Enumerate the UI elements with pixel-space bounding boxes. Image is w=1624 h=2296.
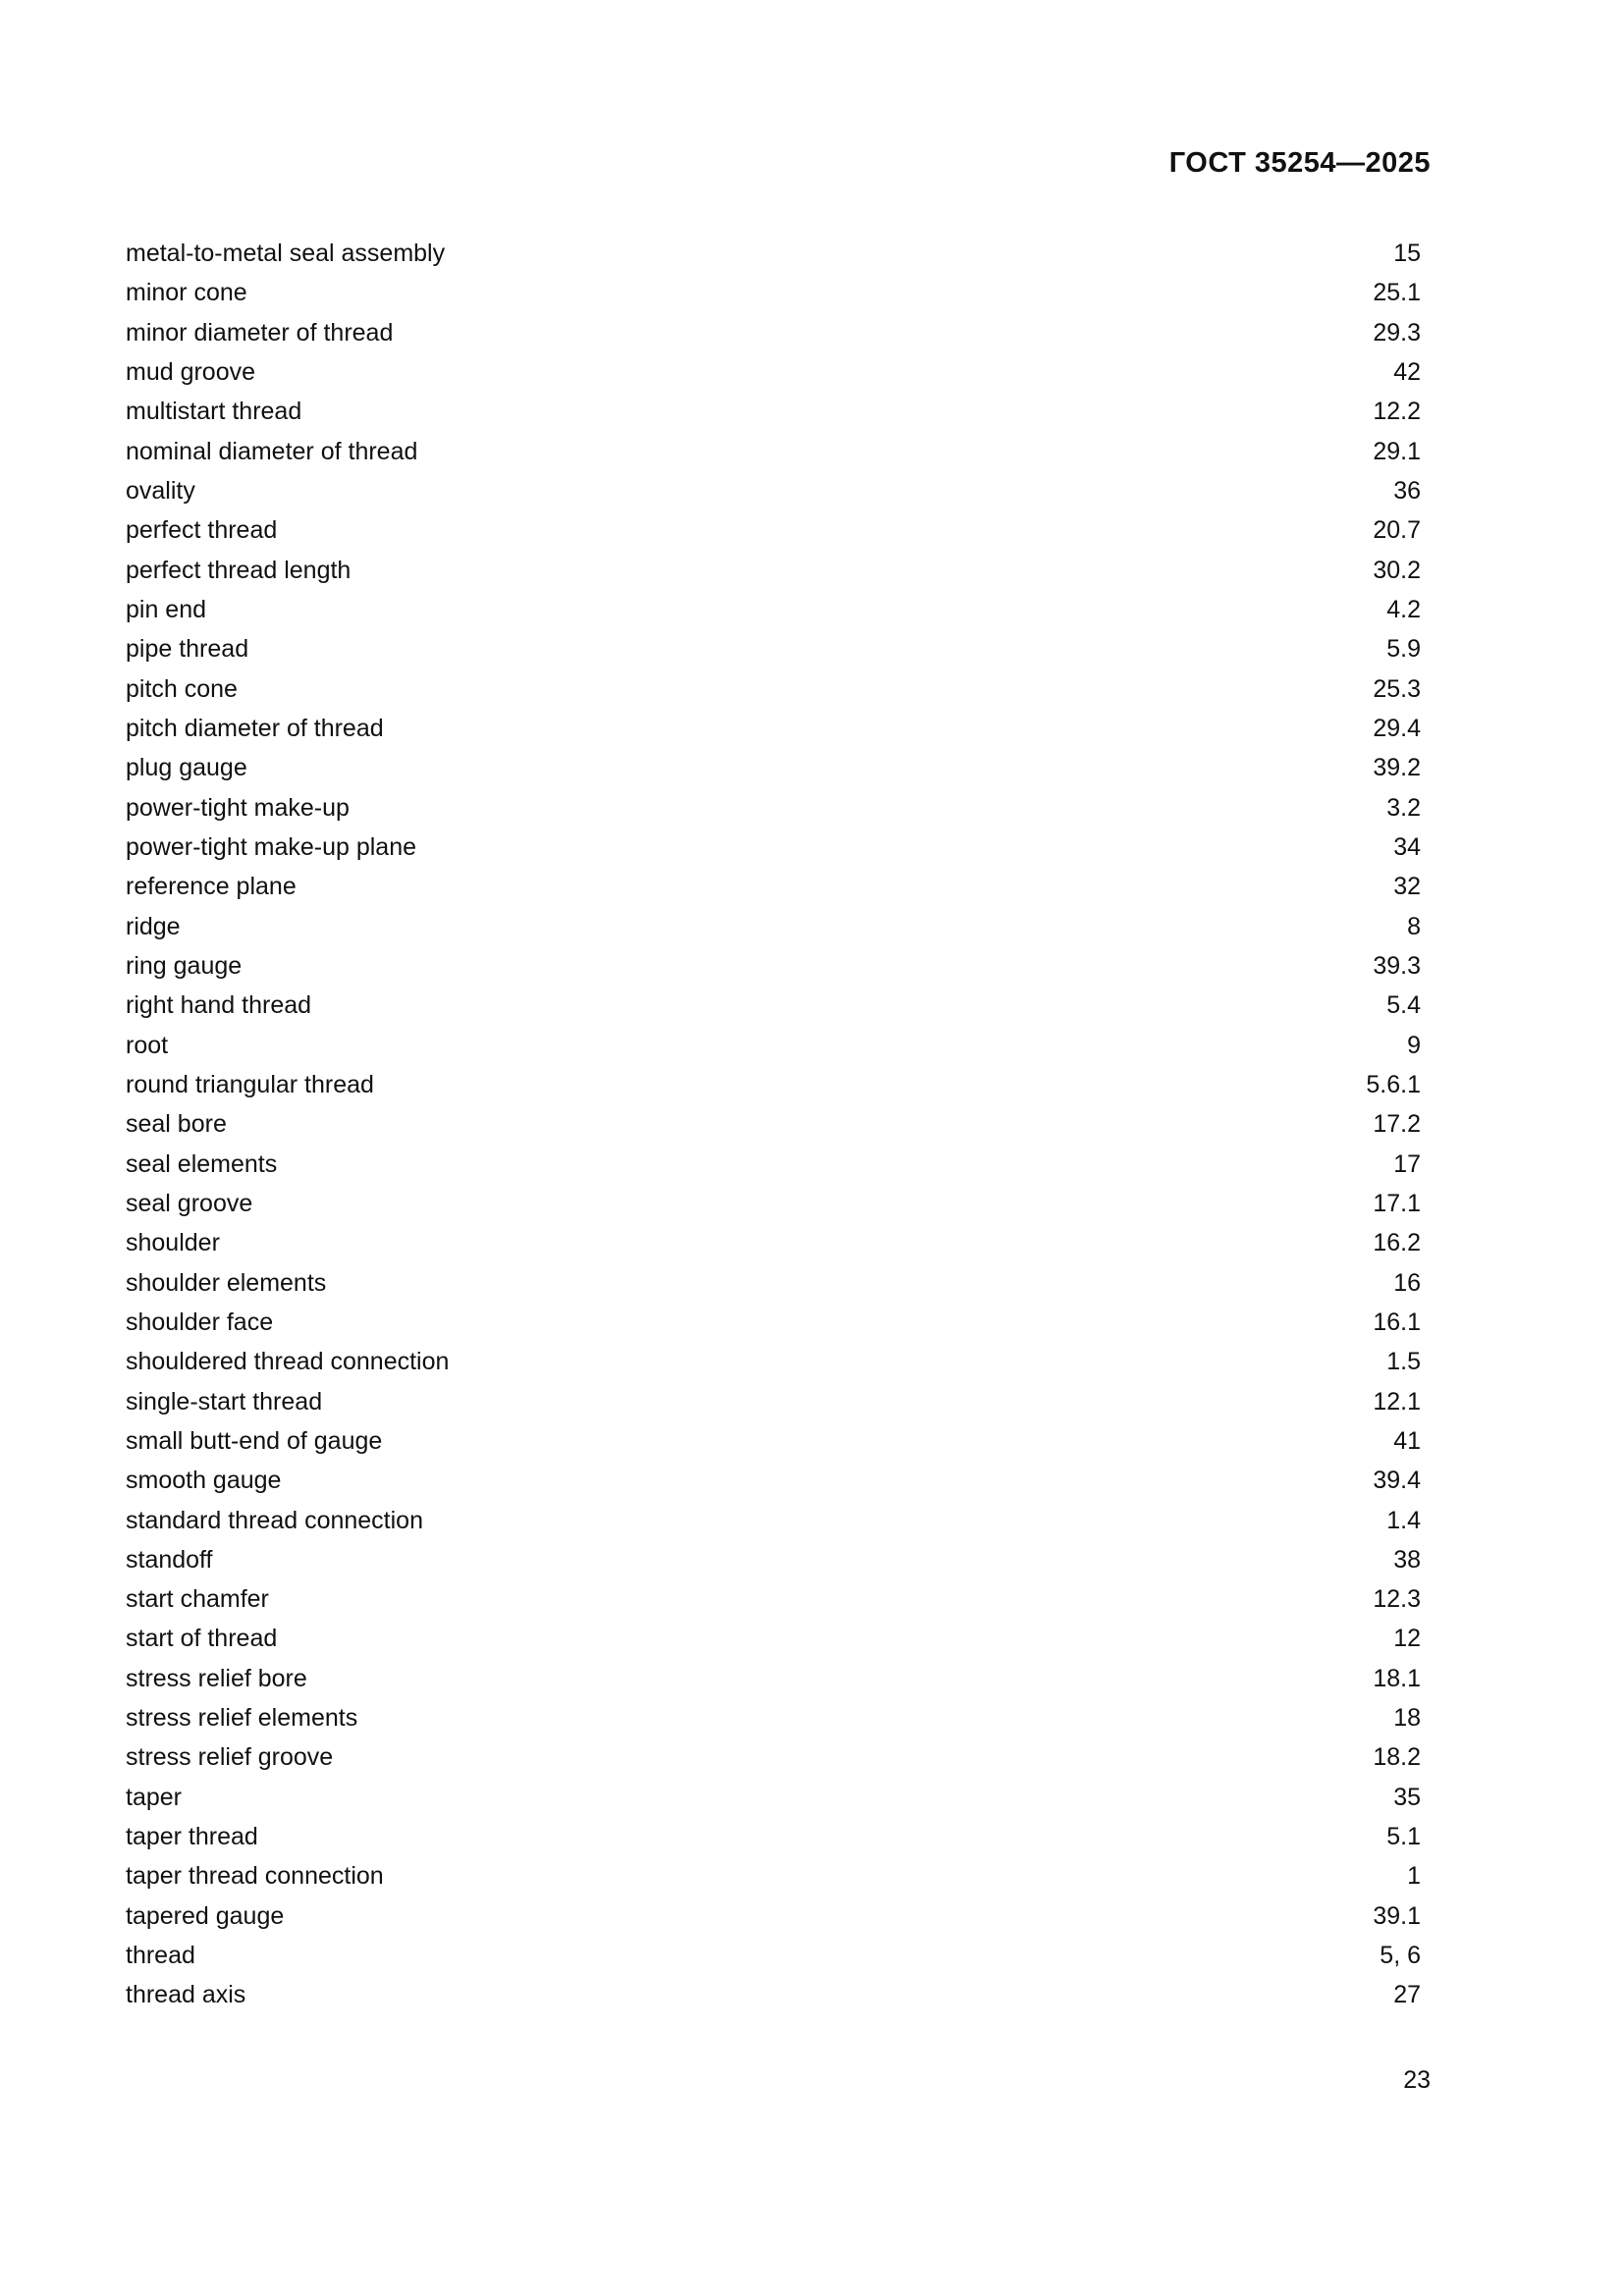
index-term: stress relief groove bbox=[126, 1743, 334, 1772]
index-term: shoulder elements bbox=[126, 1268, 327, 1297]
index-entry-row bbox=[126, 1856, 1421, 1896]
index-entry-row bbox=[126, 551, 1421, 590]
index-term: seal groove bbox=[126, 1189, 253, 1217]
index-ref-number: 34 bbox=[1393, 832, 1421, 861]
index-ref-number: 17 bbox=[1393, 1149, 1421, 1178]
index-ref-number: 18.1 bbox=[1373, 1664, 1421, 1692]
index-term: perfect thread length bbox=[126, 556, 352, 584]
index-entry-row bbox=[126, 510, 1421, 550]
index-ref-number: 20.7 bbox=[1373, 516, 1421, 545]
index-term: standard thread connection bbox=[126, 1506, 423, 1534]
index-ref-number: 12.3 bbox=[1373, 1585, 1421, 1614]
index-term: power-tight make-up plane bbox=[126, 832, 416, 861]
index-entry-row bbox=[126, 1501, 1421, 1540]
index-ref-number: 4.2 bbox=[1386, 595, 1421, 623]
index-term: ridge bbox=[126, 912, 181, 940]
index-term: pipe thread bbox=[126, 635, 249, 664]
index-term: thread axis bbox=[126, 1981, 246, 2009]
index-ref-number: 39.3 bbox=[1373, 951, 1421, 980]
index-term: standoff bbox=[126, 1545, 213, 1574]
index-term: root bbox=[126, 1031, 169, 1059]
index-ref-number: 15 bbox=[1393, 240, 1421, 267]
index-ref-number: 1 bbox=[1407, 1862, 1421, 1891]
index-term: right hand thread bbox=[126, 991, 312, 1020]
index-term: tapered gauge bbox=[126, 1901, 285, 1930]
index-entry-row bbox=[126, 1817, 1421, 1856]
index-entry-row bbox=[126, 946, 1421, 986]
index-entry-row bbox=[126, 1382, 1421, 1421]
index-term: thread bbox=[126, 1942, 195, 1970]
index-term: stress relief elements bbox=[126, 1704, 358, 1733]
index-term: seal bore bbox=[126, 1110, 227, 1139]
index-term: shoulder bbox=[126, 1229, 220, 1257]
page-number: 23 bbox=[1403, 2066, 1431, 2094]
index-ref-number: 25.1 bbox=[1373, 279, 1421, 307]
index-ref-number: 17.1 bbox=[1373, 1189, 1421, 1217]
index-term: seal elements bbox=[126, 1149, 278, 1178]
index-ref-number: 9 bbox=[1407, 1031, 1421, 1059]
index-term: metal-to-metal seal assembly bbox=[126, 240, 446, 267]
index-ref-number: 12.2 bbox=[1373, 398, 1421, 426]
index-entry-row bbox=[126, 788, 1421, 828]
index-entry-row bbox=[126, 1540, 1421, 1579]
index-term: pitch diameter of thread bbox=[126, 714, 384, 742]
index-term: perfect thread bbox=[126, 516, 278, 545]
index-ref-number: 39.4 bbox=[1373, 1467, 1421, 1495]
index-ref-number: 30.2 bbox=[1373, 556, 1421, 584]
index-entry-row bbox=[126, 1184, 1421, 1223]
index-entry-row bbox=[126, 352, 1421, 392]
index-term: reference plane bbox=[126, 873, 297, 901]
index-ref-number: 16 bbox=[1393, 1268, 1421, 1297]
index-entry-row bbox=[126, 1737, 1421, 1777]
index-term: taper thread connection bbox=[126, 1862, 384, 1891]
index-entry-row bbox=[126, 313, 1421, 352]
document-header-standard-number: ГОСТ 35254—2025 bbox=[1168, 147, 1431, 179]
index-ref-number: 16.1 bbox=[1373, 1308, 1421, 1336]
index-entry-row bbox=[126, 1342, 1421, 1381]
index-ref-number: 32 bbox=[1393, 873, 1421, 901]
index-ref-number: 17.2 bbox=[1373, 1110, 1421, 1139]
index-entry-row bbox=[126, 1026, 1421, 1065]
index-ref-number: 36 bbox=[1393, 476, 1421, 505]
index-entry-row bbox=[126, 234, 1421, 273]
index-term: pitch cone bbox=[126, 674, 238, 703]
index-ref-number: 3.2 bbox=[1386, 793, 1421, 822]
index-ref-number: 12 bbox=[1393, 1625, 1421, 1653]
index-entry-row bbox=[126, 392, 1421, 431]
index-entry-row bbox=[126, 986, 1421, 1025]
index-entry-row bbox=[126, 669, 1421, 709]
index-entry-row bbox=[126, 590, 1421, 629]
index-entry-row bbox=[126, 1263, 1421, 1303]
index-entry-row bbox=[126, 1778, 1421, 1817]
index-term: single-start thread bbox=[126, 1387, 323, 1415]
index-ref-number: 5.1 bbox=[1386, 1823, 1421, 1851]
index-entry-row bbox=[126, 1659, 1421, 1698]
index-entry-row bbox=[126, 273, 1421, 312]
index-term: taper thread bbox=[126, 1823, 258, 1851]
index-entry-row bbox=[126, 709, 1421, 748]
index-ref-number: 41 bbox=[1393, 1426, 1421, 1455]
index-ref-number: 18.2 bbox=[1373, 1743, 1421, 1772]
index-term: mud groove bbox=[126, 357, 256, 386]
index-ref-number: 18 bbox=[1393, 1704, 1421, 1733]
index-entry-row bbox=[126, 748, 1421, 787]
index-ref-number: 29.3 bbox=[1373, 318, 1421, 347]
index-term: start chamfer bbox=[126, 1585, 269, 1614]
index-term: shouldered thread connection bbox=[126, 1348, 450, 1376]
index-entry-row bbox=[126, 471, 1421, 510]
index-ref-number: 27 bbox=[1393, 1981, 1421, 2009]
index-ref-number: 5.6.1 bbox=[1366, 1070, 1421, 1098]
index-term: taper bbox=[126, 1783, 182, 1811]
index-entry-row bbox=[126, 867, 1421, 906]
index-term: nominal diameter of thread bbox=[126, 437, 418, 465]
index-entry-row bbox=[126, 1619, 1421, 1658]
index-ref-number: 12.1 bbox=[1373, 1387, 1421, 1415]
index-term: pin end bbox=[126, 595, 207, 623]
index-term: round triangular thread bbox=[126, 1070, 374, 1098]
index-entry-row bbox=[126, 432, 1421, 471]
index-entry-row bbox=[126, 1698, 1421, 1737]
alphabetical-index-list bbox=[126, 234, 1421, 2015]
index-entry-row bbox=[126, 1303, 1421, 1342]
index-ref-number: 5, 6 bbox=[1380, 1942, 1421, 1970]
index-ref-number: 29.1 bbox=[1373, 437, 1421, 465]
index-term: plug gauge bbox=[126, 754, 247, 782]
index-entry-row bbox=[126, 1145, 1421, 1184]
index-term: minor diameter of thread bbox=[126, 318, 394, 347]
index-term: shoulder face bbox=[126, 1308, 274, 1336]
index-entry-row bbox=[126, 1975, 1421, 2014]
index-entry-row bbox=[126, 1896, 1421, 1936]
index-term: multistart thread bbox=[126, 398, 302, 426]
index-term: minor cone bbox=[126, 279, 247, 307]
index-ref-number: 5.9 bbox=[1386, 635, 1421, 664]
index-entry-row bbox=[126, 1461, 1421, 1500]
index-entry-row bbox=[126, 1104, 1421, 1144]
index-ref-number: 39.2 bbox=[1373, 754, 1421, 782]
index-ref-number: 29.4 bbox=[1373, 714, 1421, 742]
index-ref-number: 35 bbox=[1393, 1783, 1421, 1811]
index-entry-row bbox=[126, 828, 1421, 867]
index-ref-number: 8 bbox=[1407, 912, 1421, 940]
index-entry-row bbox=[126, 1065, 1421, 1104]
index-entry-row bbox=[126, 907, 1421, 946]
index-ref-number: 42 bbox=[1393, 357, 1421, 386]
index-term: ring gauge bbox=[126, 951, 243, 980]
index-entry-row bbox=[126, 1936, 1421, 1975]
index-entry-row bbox=[126, 1421, 1421, 1461]
index-term: stress relief bore bbox=[126, 1664, 307, 1692]
index-ref-number: 1.4 bbox=[1386, 1506, 1421, 1534]
index-term: start of thread bbox=[126, 1625, 278, 1653]
index-ref-number: 25.3 bbox=[1373, 674, 1421, 703]
index-ref-number: 39.1 bbox=[1373, 1901, 1421, 1930]
index-ref-number: 1.5 bbox=[1386, 1348, 1421, 1376]
index-entry-row bbox=[126, 1579, 1421, 1619]
index-entry-row bbox=[126, 1223, 1421, 1262]
index-term: small butt-end of gauge bbox=[126, 1426, 383, 1455]
index-term: ovality bbox=[126, 476, 195, 505]
index-term: power-tight make-up bbox=[126, 793, 350, 822]
index-ref-number: 16.2 bbox=[1373, 1229, 1421, 1257]
index-ref-number: 5.4 bbox=[1386, 991, 1421, 1020]
index-entry-row bbox=[126, 629, 1421, 668]
index-term: smooth gauge bbox=[126, 1467, 282, 1495]
index-ref-number: 38 bbox=[1393, 1545, 1421, 1574]
